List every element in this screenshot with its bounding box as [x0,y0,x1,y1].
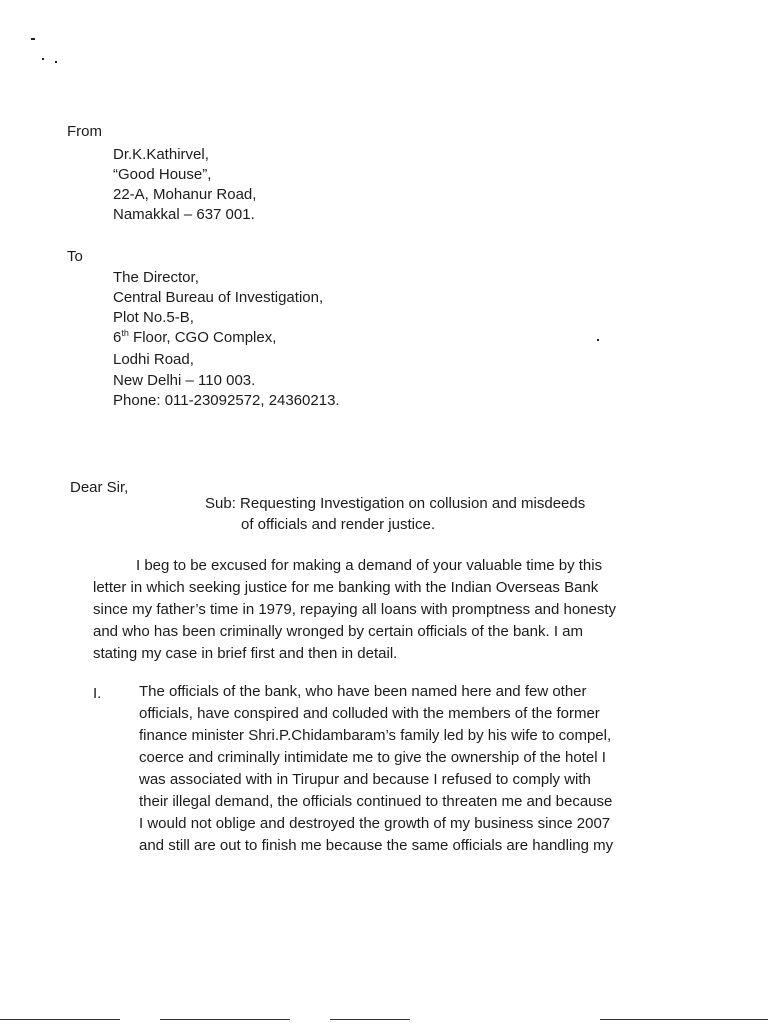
intro-line: since my father’s time in 1979, repaying all loans with promptness and honesty [93,601,617,618]
scan-edge-line [160,1019,290,1020]
sender-name: Dr.K.Kathirvel, [113,146,209,163]
recipient-city: New Delhi – 110 003. [113,372,256,389]
salutation: Dear Sir, [70,479,129,496]
recipient-floor [113,328,276,348]
to-label: To [67,248,83,265]
intro-line: stating my case in brief first and then in detail. [93,645,398,662]
point-line: their illegal demand, the officials continued to threaten me and because [139,793,613,810]
point-1-paragraph [139,681,613,857]
scan-edge-line [330,1019,410,1020]
scan-edge-line [600,1019,768,1020]
subject-line-1: Sub: Requesting Investigation on collusion and misdeeds [205,495,586,512]
sender-street: 22-A, Mohanur Road, [113,186,257,203]
recipient-road: Lodhi Road, [113,351,194,368]
point-line: finance minister Shri.P.Chidambaram’s family led by his wife to compel, [139,727,612,744]
point-line: The officials of the bank, who have been named here and few other [139,683,587,700]
intro-paragraph [93,555,616,665]
scan-speck [55,61,57,63]
point-line: coerce and criminally intimidate me to give the ownership of the hotel I [139,749,606,766]
point-line: was associated with in Tirupur and because I refused to comply with [139,771,591,788]
recipient-phone: Phone: 011-23092572, 24360213. [113,392,340,409]
point-line: I would not oblige and destroyed the growth of my business since 2007 [139,815,611,832]
recipient-org: Central Bureau of Investigation, [113,289,324,306]
subject-line-2: of officials and render justice. [241,516,435,533]
scan-speck [42,58,44,60]
sender-house: “Good House”, [113,166,212,183]
intro-line: letter in which seeking justice for me banking with the Indian Overseas Bank [93,579,599,596]
from-label: From [67,123,102,140]
point-line: and still are out to finish me because the same officials are handling my [139,837,614,854]
scan-edge-line [0,1019,120,1020]
floor-suffix: th [121,328,129,338]
scan-speck [597,339,599,341]
sender-city: Namakkal – 637 001. [113,206,255,223]
point-marker: I. [93,685,102,702]
floor-rest: Floor, CGO Complex, [128,329,277,346]
intro-line: and who has been criminally wronged by certain officials of the bank. I am [93,623,583,640]
point-line: officials, have conspired and colluded with the members of the former [139,705,600,722]
scan-speck [31,38,35,40]
floor-number: 6 [113,329,122,346]
intro-line: I beg to be excused for making a demand of your valuable time by this [136,557,603,574]
recipient-plot: Plot No.5-B, [113,309,194,326]
recipient-title: The Director, [113,269,199,286]
